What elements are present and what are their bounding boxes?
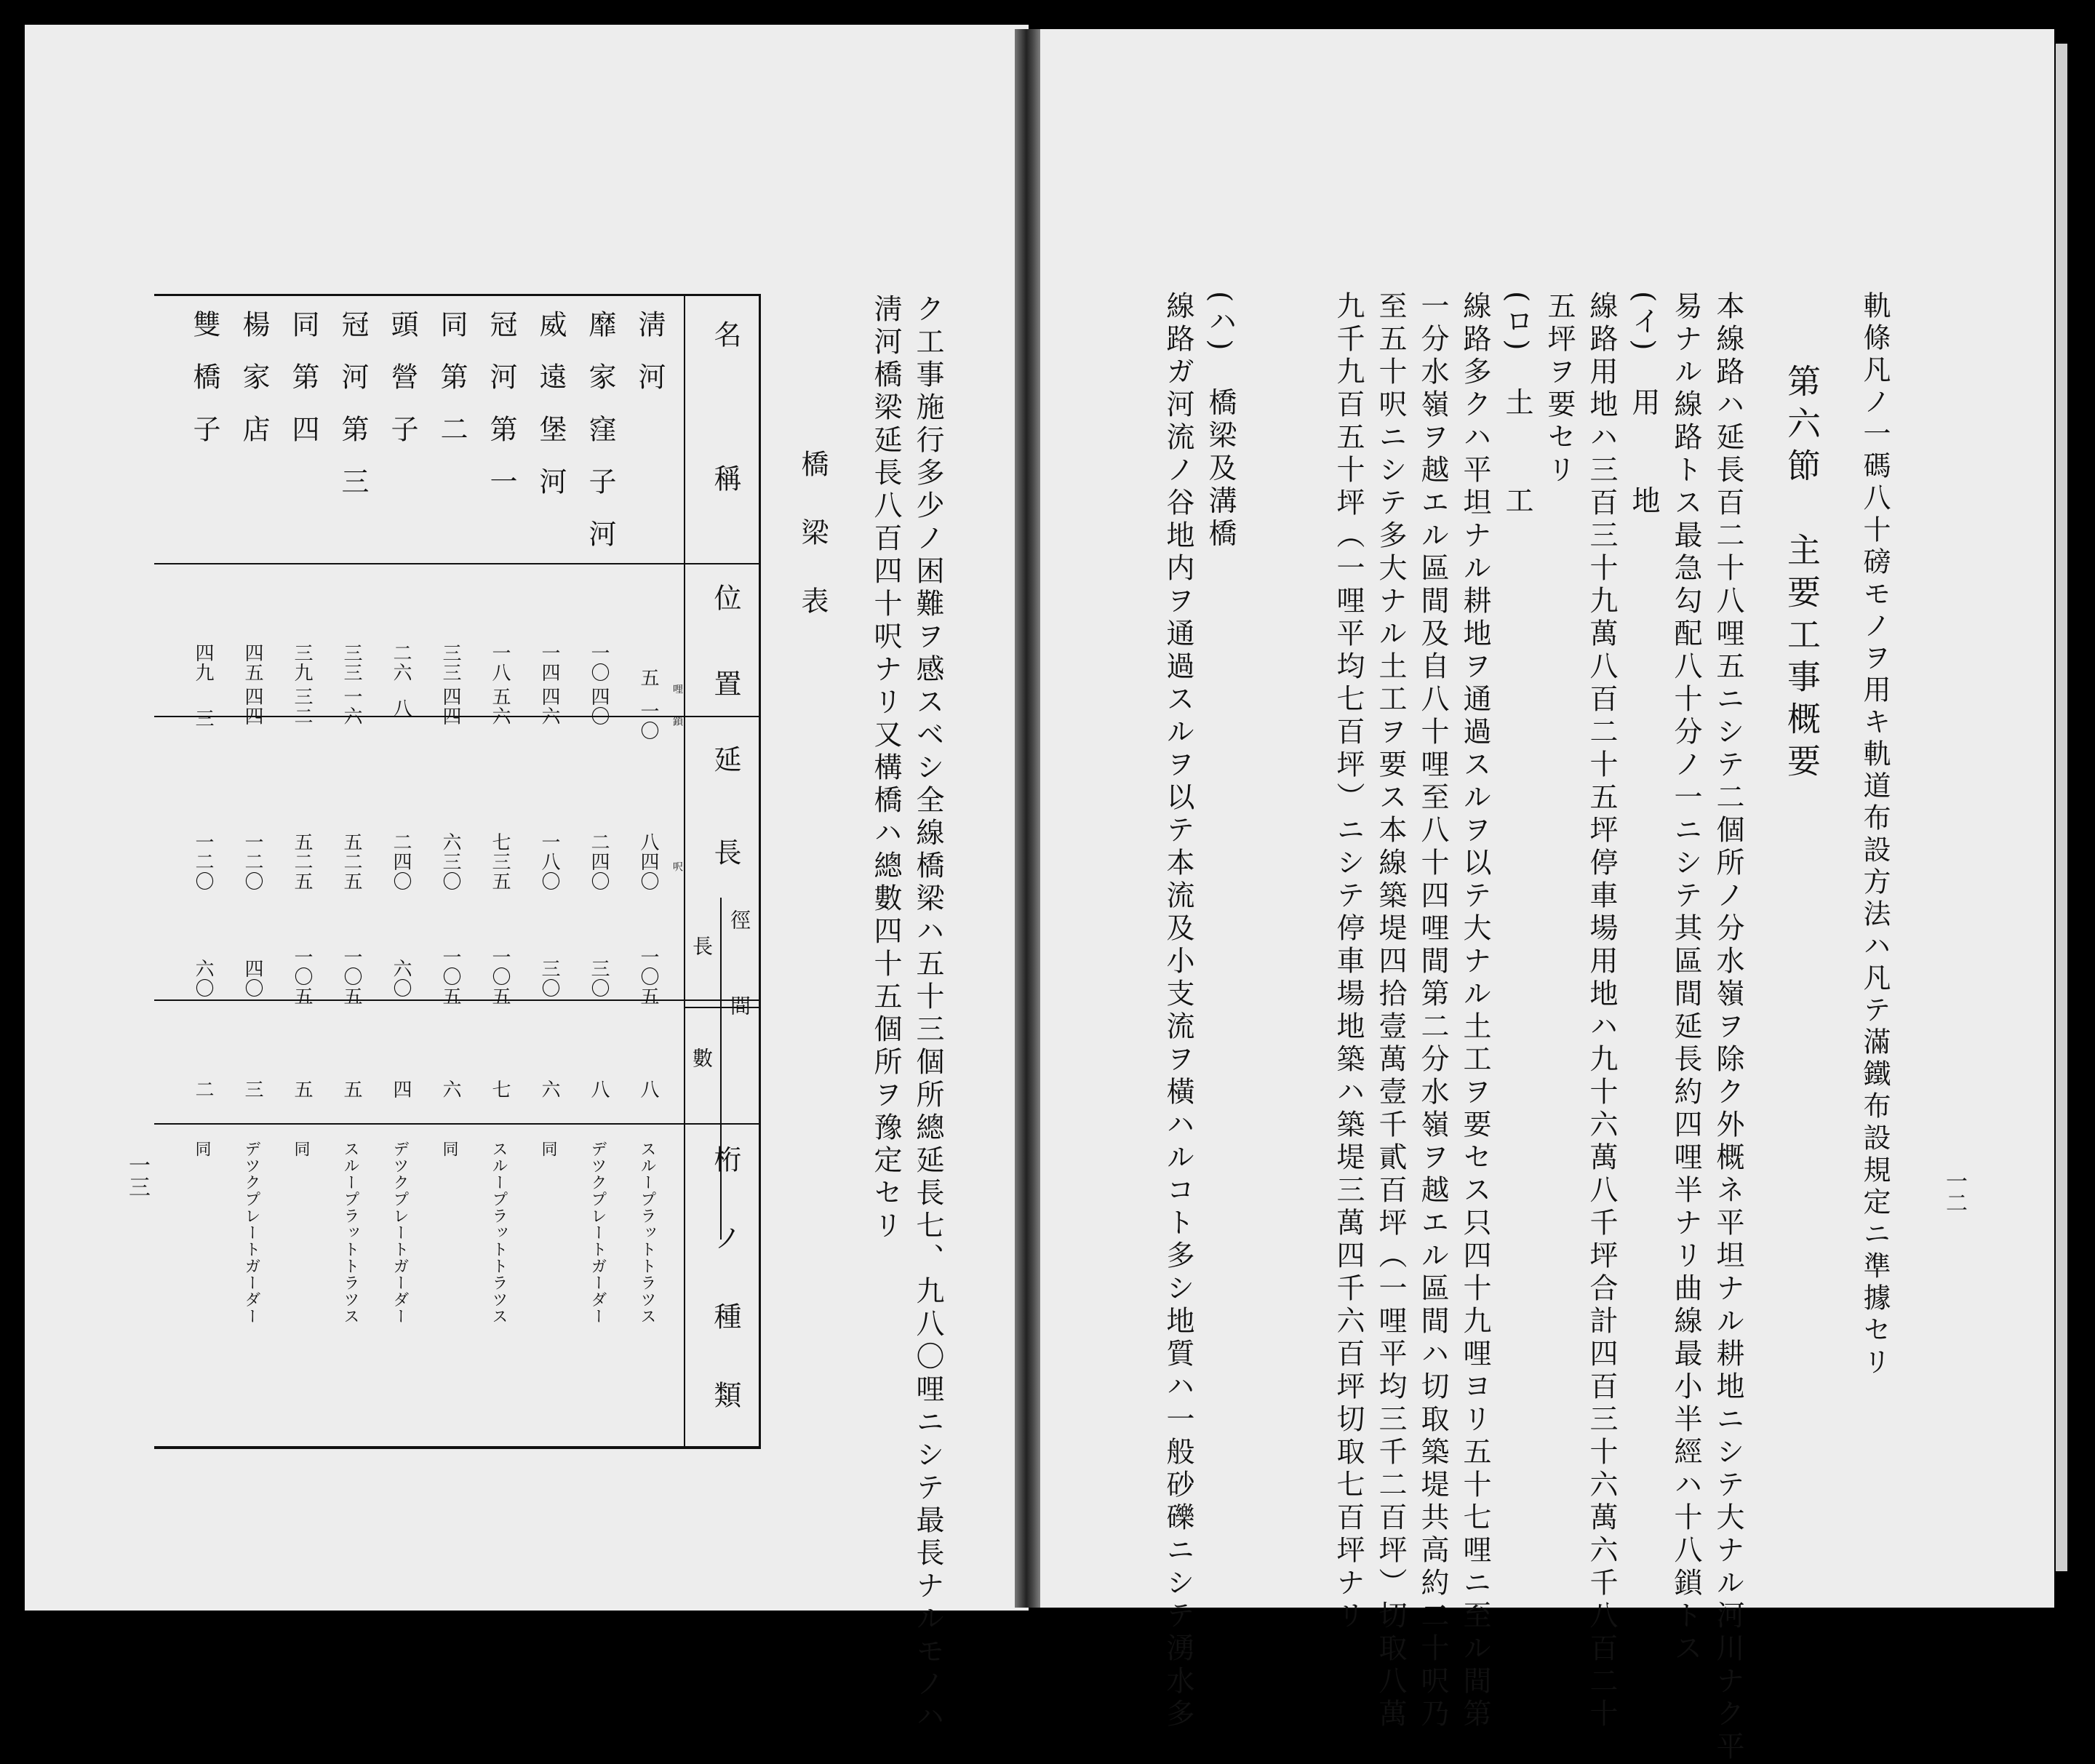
- row-10-girder-type: 同: [193, 1141, 211, 1157]
- header-name: 名稱: [709, 320, 741, 608]
- row-5-position-chain: 四四: [439, 687, 461, 726]
- row-3-length: 一八〇: [538, 832, 560, 891]
- row-2-name: 靡家窪子河: [584, 310, 616, 572]
- right-text-col-12: 線路ガ河流ノ谷地内ヲ通過スルヲ以テ本流及小支流ヲ橫ハルコト多シ地質ハ一般砂礫ニシテ湧水多: [1162, 291, 1194, 1731]
- row-4-span-count: 七: [489, 1079, 511, 1099]
- right-text-col-4: 線路用地ハ三百三十九萬八百二十五坪停車場用地ハ九十六萬八千坪合計四百三十六萬六千八百二十: [1585, 291, 1618, 1731]
- row-6-span-count: 四: [390, 1079, 412, 1099]
- table-title: 橋梁表: [797, 450, 829, 655]
- row-5-name: 同第二: [436, 310, 468, 467]
- row-9-span-length: 四〇: [242, 959, 263, 998]
- row-8-name: 同第四: [287, 310, 319, 467]
- row-8-girder-type: 同: [292, 1141, 310, 1157]
- right-text-col-7: 線路多クハ平坦ナル耕地ヲ通過スルヲ以テ大ナル土工ヲ要セス只四十九哩ヨリ五十七哩ニ至ル間第: [1458, 291, 1491, 1731]
- header-length: 延長: [709, 745, 741, 931]
- row-7-name: 冠河第三: [337, 310, 369, 519]
- intro-line: 軌條凡ノ一碼八十磅モノヲ用キ軌道布設方法ハ凡テ滿鐵布設規定ニ準據セリ: [1859, 291, 1891, 1379]
- row-2-span-count: 八: [588, 1079, 610, 1099]
- row-7-span-length: 一〇五: [340, 947, 362, 1006]
- row-6-name: 頭營子: [386, 310, 418, 467]
- row-10-span-length: 六〇: [192, 959, 214, 998]
- left-text-col-2: 淸河橋梁延長八百四十呎ナリ又構橋ハ總數四十五個所ヲ豫定セリ: [869, 294, 902, 1243]
- row-4-position-chain: 五六: [489, 687, 511, 726]
- right-text-col-10: 九千九百五十坪（一哩平均七百坪）ニシテ停車場地築ハ築堤三萬四千六百坪切取七百坪ナリ: [1332, 291, 1365, 1633]
- header-span-length: 長: [690, 935, 714, 956]
- row-3-name: 威遠堡河: [535, 310, 567, 519]
- row-4-name: 冠河第一: [485, 310, 517, 519]
- right-page-number: 一二: [1942, 1170, 1967, 1213]
- row-6-length: 二四〇: [390, 832, 412, 891]
- header-girder-type: 桁ノ種類: [709, 1145, 741, 1459]
- right-text-col-5: 五坪ヲ要セリ: [1543, 291, 1576, 487]
- row-9-length: 一二〇: [242, 832, 263, 891]
- row-7-position-mile: 三三: [340, 643, 362, 682]
- row-5-span-length: 一〇五: [439, 947, 461, 1006]
- page-edge: [2056, 44, 2067, 1571]
- position-unit: 哩鎖: [671, 684, 683, 748]
- right-text-col-9: 至五十呎ニシテ多大ナル土工ヲ要ス本線築堤四拾壹萬壹千貳百坪（一哩平均三千二百坪）切取八萬: [1374, 291, 1407, 1731]
- row-9-name: 楊家店: [238, 310, 270, 467]
- row-10-position-chain: 三: [192, 709, 214, 728]
- row-10-position-mile: 四九: [192, 643, 214, 682]
- row-7-length: 五二五: [340, 832, 362, 891]
- row-5-length: 六三〇: [439, 832, 461, 891]
- right-text-col-8: 一分水嶺ヲ越エル區間及自八十哩至八十四哩間第二分水嶺ヲ越エル區間ハ切取築堤共高約二十呎乃: [1416, 291, 1449, 1731]
- row-2-span-length: 三〇: [588, 959, 610, 998]
- length-unit: 呎: [671, 861, 683, 871]
- row-7-position-chain: 一六: [340, 687, 362, 726]
- row-1-span-count: 八: [637, 1079, 659, 1099]
- row-1-girder-type: スループラットトラツス: [638, 1141, 656, 1325]
- row-1-span-length: 一〇五: [637, 947, 659, 1006]
- row-5-span-count: 六: [439, 1079, 461, 1099]
- row-8-length: 五二五: [291, 832, 313, 891]
- row-1-length: 八四〇: [637, 832, 659, 891]
- left-page-number: 一三: [124, 1154, 150, 1197]
- header-span: 徑間: [727, 909, 751, 1081]
- row-10-span-count: 二: [192, 1079, 214, 1099]
- row-8-span-count: 五: [291, 1079, 313, 1099]
- row-3-position-chain: 四六: [538, 687, 560, 726]
- row-6-position-mile: 二六: [390, 643, 412, 682]
- row-9-position-mile: 四五: [242, 643, 263, 682]
- row-4-girder-type: スループラットトラツス: [490, 1141, 508, 1325]
- row-10-name: 雙橋子: [188, 310, 220, 467]
- right-text-col-6: (ロ) 土 工: [1501, 291, 1533, 519]
- row-4-length: 七三五: [489, 832, 511, 891]
- row-1-name: 淸河: [634, 310, 666, 415]
- row-3-span-count: 六: [538, 1079, 560, 1099]
- row-6-position-chain: 八: [390, 698, 412, 718]
- row-3-girder-type: 同: [539, 1141, 557, 1157]
- row-4-position-mile: 一八: [489, 643, 511, 682]
- row-8-span-length: 一〇五: [291, 947, 313, 1006]
- row-7-girder-type: スループラットトラツス: [341, 1141, 359, 1325]
- header-span-count: 數: [690, 1047, 714, 1068]
- right-text-col-1: 本線路ハ延長百二十八哩五ニシテ二個所ノ分水嶺ヲ除ク外概ネ平坦ナル耕地ニシテ大ナル河川ナク平: [1712, 291, 1744, 1764]
- row-2-position-chain: 四〇: [588, 687, 610, 726]
- row-9-span-count: 三: [242, 1079, 263, 1099]
- right-text-col-2: 易ナル線路トス最急勾配八十分ノ一ニシテ其區間延長約四哩半ナリ曲線最小半經ハ十八鎖トス: [1669, 291, 1702, 1666]
- right-text-col-11: (ハ) 橋梁及溝橋: [1204, 291, 1237, 551]
- row-8-position-mile: 三九: [291, 643, 313, 682]
- row-7-span-count: 五: [340, 1079, 362, 1099]
- header-position: 位置: [709, 583, 741, 755]
- left-text-col-1: ク工事施行多少ノ困難ヲ感スベシ全線橋梁ハ五十三個所總延長七、九八〇哩ニシテ最長ナルモノハ: [911, 294, 944, 1734]
- row-9-position-chain: 四四: [242, 687, 263, 726]
- row-5-girder-type: 同: [440, 1141, 458, 1157]
- bridge-table: [154, 294, 761, 1459]
- row-8-position-chain: 三二: [291, 687, 313, 726]
- row-3-span-length: 三〇: [538, 959, 560, 998]
- row-2-length: 二四〇: [588, 832, 610, 891]
- row-5-position-mile: 三三: [439, 643, 461, 682]
- row-1-position-chain: 一〇: [637, 701, 659, 741]
- book-gutter: [1015, 29, 1044, 1608]
- row-9-girder-type: デツクプレートガーダー: [242, 1141, 260, 1325]
- row-1-position-mile: 五: [637, 668, 659, 687]
- section-heading: 第六節 主要工事概要: [1782, 364, 1821, 786]
- row-6-girder-type: デツクプレートガーダー: [391, 1141, 409, 1325]
- right-text-col-3: (イ) 用 地: [1627, 291, 1660, 519]
- row-2-girder-type: デツクプレートガーダー: [588, 1141, 607, 1325]
- row-2-position-mile: 一〇: [588, 643, 610, 682]
- row-4-span-length: 一〇五: [489, 947, 511, 1006]
- row-3-position-mile: 一四: [538, 643, 560, 682]
- row-6-span-length: 六〇: [390, 959, 412, 998]
- row-10-length: 一二〇: [192, 832, 214, 891]
